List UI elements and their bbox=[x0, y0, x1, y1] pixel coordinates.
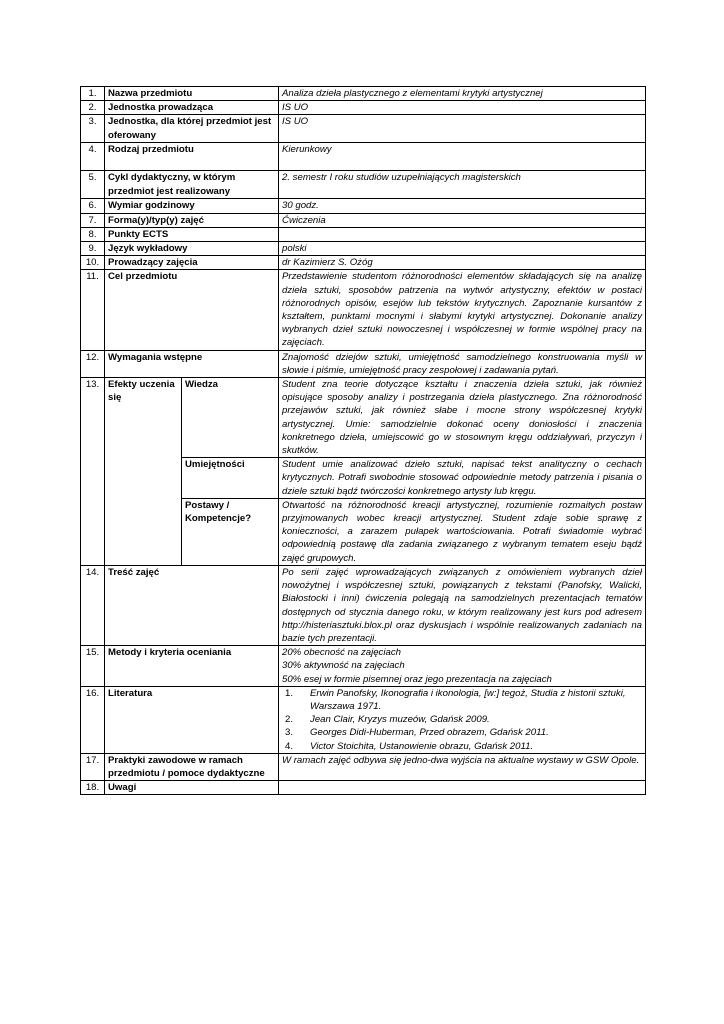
row-number: 5. bbox=[81, 171, 105, 199]
row-value bbox=[279, 227, 646, 241]
table-row bbox=[81, 378, 646, 458]
list-number: 3. bbox=[285, 727, 294, 739]
row-label: Metody i kryteria oceniania bbox=[105, 646, 279, 687]
row-value bbox=[279, 646, 646, 687]
list-text: Victor Stoichita, Ustanowienie obrazu, Gdańsk 2011. bbox=[310, 740, 534, 752]
row-number: 9. bbox=[81, 242, 105, 256]
row-value: 30 godz. bbox=[279, 199, 646, 213]
row-label: Cel przedmiotu bbox=[105, 270, 279, 350]
row-label: Nazwa przedmiotu bbox=[105, 87, 279, 101]
row-number: 10. bbox=[81, 256, 105, 270]
row-value: IS UO bbox=[279, 115, 646, 143]
table-row bbox=[81, 171, 646, 199]
row-number: 11. bbox=[81, 270, 105, 350]
row-number: 14. bbox=[81, 565, 105, 645]
table-row bbox=[81, 143, 646, 171]
row-label: Jednostka prowadząca bbox=[105, 101, 279, 115]
row-label: Uwagi bbox=[105, 781, 279, 795]
table-row bbox=[81, 753, 646, 780]
list-number: 1. bbox=[285, 687, 294, 699]
row-label: Literatura bbox=[105, 686, 279, 753]
row-number: 7. bbox=[81, 213, 105, 227]
table-row bbox=[81, 781, 646, 795]
efekty-sublabel: Wiedza bbox=[182, 378, 279, 458]
table-row bbox=[81, 565, 646, 645]
metody-line: 30% aktywność na zajęciach bbox=[282, 660, 405, 672]
list-number: 2. bbox=[285, 714, 294, 726]
row-value: dr Kazimierz S. Ożóg bbox=[279, 256, 646, 270]
table-row bbox=[81, 101, 646, 115]
row-label: Język wykładowy bbox=[105, 242, 279, 256]
row-value: Po serii zajęć wprowadzających związanych z omówieniem wybranych dzieł nowożytnej i współczesnej sztuki, powiązanych z tekstami (Panofsky, Walicki, Białostocki i inni) ćwiczenia polegają na samodzielnych prezentacjach tematów dostępnych od stycznia danego roku, w którym realizowany jest kurs pod adresem http://histeriasztuki.blox.pl oraz dyskusjach i wspólnie realizowanych zadaniach na bazie tych prezentacji. bbox=[279, 565, 646, 645]
metody-line: 20% obecność na zajęciach bbox=[282, 647, 401, 659]
row-value bbox=[279, 781, 646, 795]
list-text: Jean Clair, Kryzys muzeów, Gdańsk 2009. bbox=[310, 714, 490, 726]
row-number: 1. bbox=[81, 87, 105, 101]
row-label: Praktyki zawodowe w ramach przedmiotu / pomoce dydaktyczne bbox=[105, 753, 279, 780]
table-row bbox=[81, 646, 646, 687]
table-row bbox=[81, 227, 646, 241]
row-label: Punkty ECTS bbox=[105, 227, 279, 241]
efekty-sublabel: Postawy / Kompetencje? bbox=[182, 498, 279, 565]
row-number: 8. bbox=[81, 227, 105, 241]
metody-line: 50% esej w formie pisemnej oraz jego prezentacja na zajęciach bbox=[282, 673, 552, 685]
list-item bbox=[282, 740, 642, 753]
efekty-sublabel: Umiejętności bbox=[182, 458, 279, 499]
table-row bbox=[81, 686, 646, 753]
list-item bbox=[282, 687, 642, 713]
row-value: Ćwiczenia bbox=[279, 213, 646, 227]
list-text: Georges Didi-Huberman, Przed obrazem, Gdańsk 2011. bbox=[310, 727, 549, 739]
efekty-value: Student umie analizować dzieło sztuki, napisać tekst analityczny o cechach krytycznych. Potrafi swobodnie stosować odpowiednie metody patrzenia i pisania o dziele sztuki bądź twórczości konkretnego artysty lub kręgu. bbox=[279, 458, 646, 499]
row-label: Jednostka, dla której przedmiot jest oferowany bbox=[105, 115, 279, 143]
table-row bbox=[81, 87, 646, 101]
list-number: 4. bbox=[285, 740, 294, 752]
table-row bbox=[81, 350, 646, 377]
row-value: Przedstawienie studentom różnorodności elementów składających się na analizę dzieła sztuki, sposobów patrzenia na wytwór artystyczny, efektów w postaci różnorodnych opisów, esejów lub tekstów krytycznych. Zapoznanie kursantów z kształtem, punktami mocnymi i słabymi krytyki artystycznej. Dokonanie analizy wybranych dzieł sztuki nowoczesnej i współczesnej w formie wspólnej pracy na zajęciach. bbox=[279, 270, 646, 350]
row-label: Rodzaj przedmiotu bbox=[105, 143, 279, 171]
table-row bbox=[81, 115, 646, 143]
row-value: W ramach zajęć odbywa się jedno-dwa wyjścia na aktualne wystawy w GSW Opole. bbox=[279, 753, 646, 780]
row-number: 13. bbox=[81, 378, 105, 566]
row-value: Znajomość dziejów sztuki, umiejętność samodzielnego konstruowania myśli w słowie i piśmie, umiejętność pracy zespołowej i zadawania pytań. bbox=[279, 350, 646, 377]
row-value: polski bbox=[279, 242, 646, 256]
row-number: 12. bbox=[81, 350, 105, 377]
row-number: 15. bbox=[81, 646, 105, 687]
row-label: Wymiar godzinowy bbox=[105, 199, 279, 213]
table-row bbox=[81, 199, 646, 213]
row-label: Prowadzący zajęcia bbox=[105, 256, 279, 270]
row-number: 3. bbox=[81, 115, 105, 143]
table-row bbox=[81, 256, 646, 270]
row-label: Wymagania wstępne bbox=[105, 350, 279, 377]
row-value: IS UO bbox=[279, 101, 646, 115]
row-number: 6. bbox=[81, 199, 105, 213]
row-value: 2. semestr I roku studiów uzupełniających magisterskich bbox=[279, 171, 646, 199]
list-text: Erwin Panofsky, Ikonografia i ikonologia, [w:] tegoż, Studia z historii sztuki, Warszawa 1971. bbox=[310, 687, 626, 712]
row-label: Treść zajęć bbox=[105, 565, 279, 645]
row-label: Forma(y)/typ(y) zajęć bbox=[105, 213, 279, 227]
list-item bbox=[282, 726, 642, 739]
table-row bbox=[81, 242, 646, 256]
row-number: 2. bbox=[81, 101, 105, 115]
list-item bbox=[282, 713, 642, 726]
table-row bbox=[81, 270, 646, 350]
row-number: 16. bbox=[81, 686, 105, 753]
row-number: 18. bbox=[81, 781, 105, 795]
efekty-value: Student zna teorie dotyczące kształtu i znaczenia dzieła sztuki, jak również opisujące sposoby analizy i postrzegania dzieła plastycznego. Zna różnorodność przejawów sztuki, jak również słabe i mocne strony współczesnej krytyki artystycznej. Umie: samodzielnie dokonać oceny doniosłości i znaczenia konkretnego dzieła, umiejscowić go w stosownym kręgu oddziaływań, przyczyn i skutków. bbox=[279, 378, 646, 458]
syllabus-table bbox=[80, 86, 646, 795]
row-value: Analiza dzieła plastycznego z elementami krytyki artystycznej bbox=[279, 87, 646, 101]
efekty-value: Otwartość na różnorodność kreacji artystycznej, rozumienie rozmaitych postaw przyjmowanych wobec kreacji artystycznej. Student zdaje sobie sprawę z konieczności, a zarazem pułapek wartościowania. Potrafi świadomie wybrać odpowiednią postawę dla zadania związanego z wybranym tematem eseju bądź zajęć grupowych. bbox=[279, 498, 646, 565]
literature-list bbox=[282, 687, 642, 753]
row-value bbox=[279, 686, 646, 753]
row-value: Kierunkowy bbox=[279, 143, 646, 171]
table-row bbox=[81, 213, 646, 227]
row-number: 4. bbox=[81, 143, 105, 171]
row-number: 17. bbox=[81, 753, 105, 780]
efekty-label: Efekty uczenia się bbox=[105, 378, 182, 566]
row-label: Cykl dydaktyczny, w którym przedmiot jest realizowany bbox=[105, 171, 279, 199]
